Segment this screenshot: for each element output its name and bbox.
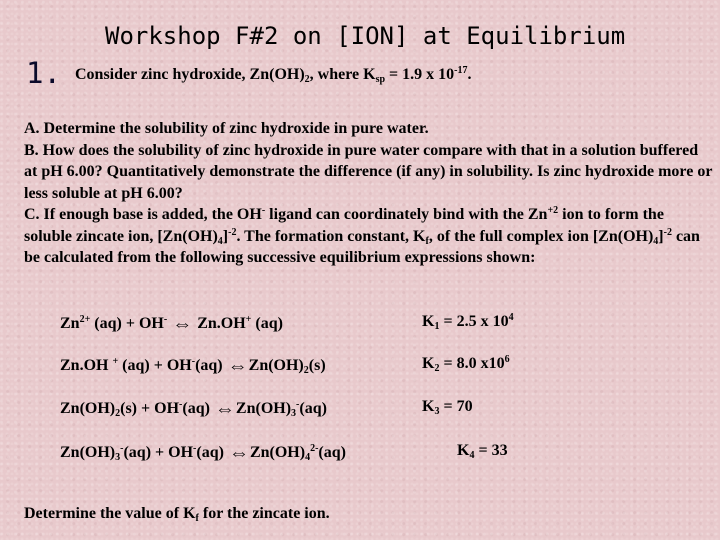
part-b: B. How does the solubility of zinc hydroxide in pure water compare with that in a solution buffered at pH 6.00? Quantitatively demonstrate the difference (if any) in solubility. Is zinc hydroxide more or less soluble at pH 6.00? <box>24 141 713 202</box>
k1-value: $K_1 = 2.5$ x $10^4$ <box>422 312 514 332</box>
equilibrium-2: Zn.OH + (aq) + OH-(aq) $\Leftrightarrow Zn(OH)_2(s)$ <box>60 355 326 377</box>
part-a: A. Determine the solubility of zinc hydroxide in pure water. <box>24 120 429 137</box>
equilibrium-4: $Zn(OH)_3^-(aq) + OH^-(aq)$ $\Leftrightarrow Zn(OH)_4^{2-}(aq)$ <box>60 442 346 464</box>
k3-value: $K_3 = 70$ <box>422 398 473 417</box>
equilibrium-arrow-icon: ⇔ <box>172 313 193 335</box>
equilibrium-3: $Zn(OH)_2(s) + OH^-(aq)$ $\Leftrightarrow Zn(OH)_3^-(aq)$ <box>60 398 327 420</box>
equilibrium-arrow-icon: ⇔ <box>228 442 249 464</box>
problem-body <box>24 118 714 269</box>
equilibrium-arrow-icon: ⇔ <box>227 355 248 377</box>
problem-intro: Consider zinc hydroxide, $Zn(OH)_2$, where $K_{sp} = 1.9$ x $10^{-17}$. <box>75 65 472 85</box>
final-question: Determine the value of $K_f$ for the zincate ion. <box>24 505 330 524</box>
equilibrium-arrow-icon: ⇔ <box>214 398 235 420</box>
k4-value: $K_4 = 33$ <box>457 442 508 461</box>
problem-number: 1. <box>26 56 61 90</box>
page-title: Workshop F#2 on [ION] at Equilibrium <box>105 22 626 50</box>
k2-value: $K_2 = 8.0$ $x10^6$ <box>422 354 510 374</box>
part-c: C. If enough base is added, the OH- ligand can coordinately bind with the $Zn^{+2}$ ion to form the soluble zincate ion, $[Zn(OH)_4]^{-2}$. The formation constant, $K_f$, of the full complex ion $[Zn(OH)_4]^{-2}$ can be calculated from the following successive equilibrium expressions shown: <box>24 205 700 266</box>
equilibrium-1: $Zn^{2+}$ (aq) + OH- ⇔ Zn.OH+ (aq) <box>60 313 283 335</box>
